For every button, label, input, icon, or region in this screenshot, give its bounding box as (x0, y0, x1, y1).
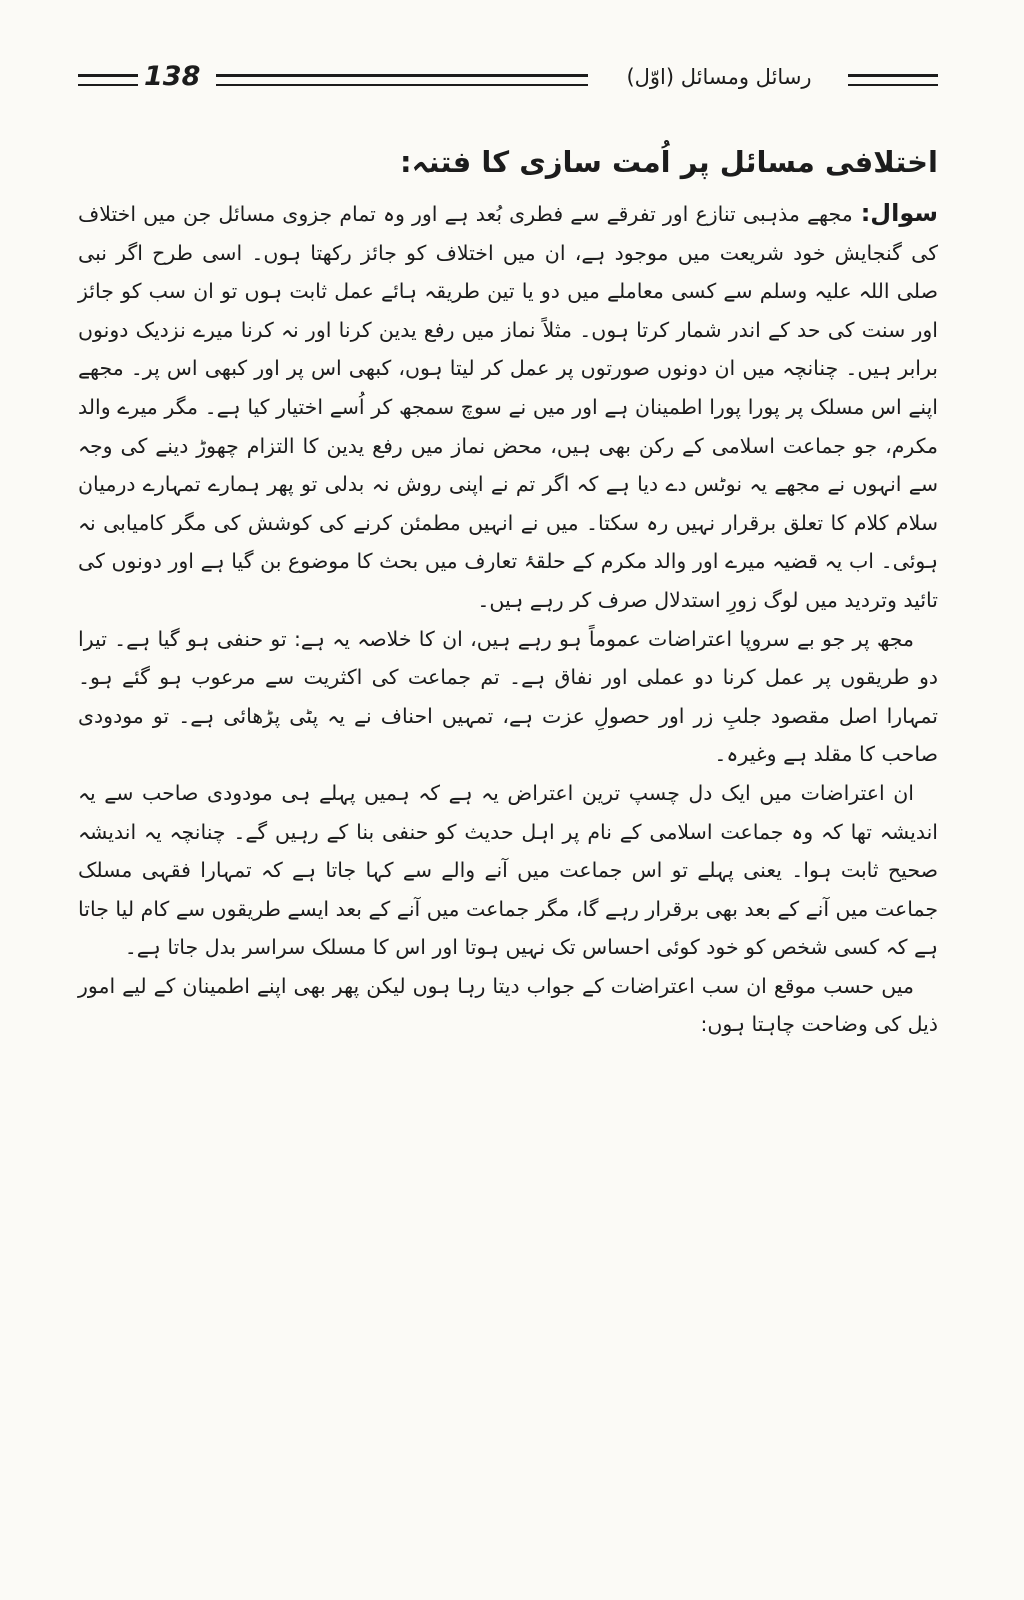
running-title: رسائل ومسائل (اوّل) (626, 65, 812, 89)
header-rule-right (848, 74, 938, 86)
paragraph-interesting-objection: ان اعتراضات میں ایک دل چسپ ترین اعتراض یہ ہے کہ ہمیں پہلے ہی مودودی صاحب سے یہ اندیشہ تھا کہ وہ جماعت اسلامی کے نام پر اہل حدیث کو حنفی بنا کے رہیں گے۔ چنانچہ یہ اندیشہ صحیح ثابت ہوا۔ یعنی پہلے تو اس جماعت میں آنے والے سے کہا جاتا ہے کہ تمہارا فقہی مسلک جماعت میں آنے کے بعد بھی برقرار رہے گا، مگر جماعت میں آنے کے بعد ایسے طریقوں سے کام لیا جاتا ہے کہ کسی شخص کو خود کوئی احساس تک نہیں ہوتا اور اس کا مسلک سراسر بدل جاتا ہے۔ (78, 780, 938, 960)
question-label: سوال: (860, 199, 938, 227)
paragraph-text: مجھے مذہبی تنازع اور تفرقے سے فطری بُعد ہے اور وہ تمام جزوی مسائل جن میں اختلاف کی گنجایش خود شریعت میں موجود ہے، ان میں اختلاف کو جائز رکھتا ہوں۔ اسی طرح اگر نبی صلی اللہ علیہ وسلم سے کسی معاملے میں دو یا تین طریقہ ہائے عمل ثابت ہوں تو ان سب کو جائز اور سنت کی حد کے اندر شمار کرتا ہوں۔ مثلاً نماز میں رفع یدین کرنا اور نہ کرنا میرے نزدیک دونوں برابر ہیں۔ چنانچہ میں ان دونوں صورتوں پر عمل کر لیتا ہوں، کبھی اس پر اور کبھی اس پر۔ مجھے اپنے اس مسلک پر پورا پورا اطمینان ہے اور میں نے سوچ سمجھ کر اُسے اختیار کیا ہے۔ مگر میرے والد مکرم، جو جماعت اسلامی کے رکن بھی ہیں، محض نماز میں رفع یدین کا التزام چھوڑ دینے کی وجہ سے انہوں نے مجھے یہ نوٹس دے دیا ہے کہ اگر تم نے اپنی روش نہ بدلی تو پھر ہمارے تمہارے درمیان سلام کلام کا تعلق برقرار نہیں رہ سکتا۔ میں نے انہیں مطمئن کرنے کی کوشش کی مگر کامیابی نہ ہوئی۔ اب یہ قضیہ میرے اور والد مکرم کے حلقۂ تعارف میں بحث کا موضوع بن گیا ہے اور دونوں کی تائید وتردید میں لوگ زورِ استدلال صرف کر رہے ہیں۔ (78, 202, 938, 612)
header-rule-middle (216, 74, 588, 86)
article-body (78, 140, 938, 1044)
paragraph-closing: میں حسب موقع ان سب اعتراضات کے جواب دیتا رہا ہوں لیکن پھر بھی اپنے اطمینان کے لیے امور ذیل کی وضاحت چاہتا ہوں: (78, 973, 938, 1037)
paragraph-objections: مجھ پر جو بے سروپا اعتراضات عموماً ہو رہے ہیں، ان کا خلاصہ یہ ہے: تو حنفی ہو گیا ہے۔ تیرا دو طریقوں پر عمل کرنا دو عملی اور نفاق ہے۔ تم جماعت کی اکثریت سے مرعوب ہو گئے ہو۔ تمہارا اصل مقصود جلبِ زر اور حصولِ عزت ہے، تمہیں احناف نے یہ پٹی پڑھائی ہے۔ تو مودودی صاحب کا مقلد ہے وغیرہ۔ (78, 626, 938, 767)
running-header (78, 58, 938, 98)
header-rule-left (78, 74, 138, 86)
section-heading: اختلافی مسائل پر اُمت سازی کا فتنہ: (400, 145, 938, 179)
question-paragraph (78, 194, 938, 620)
page-number: 138 (144, 61, 201, 92)
